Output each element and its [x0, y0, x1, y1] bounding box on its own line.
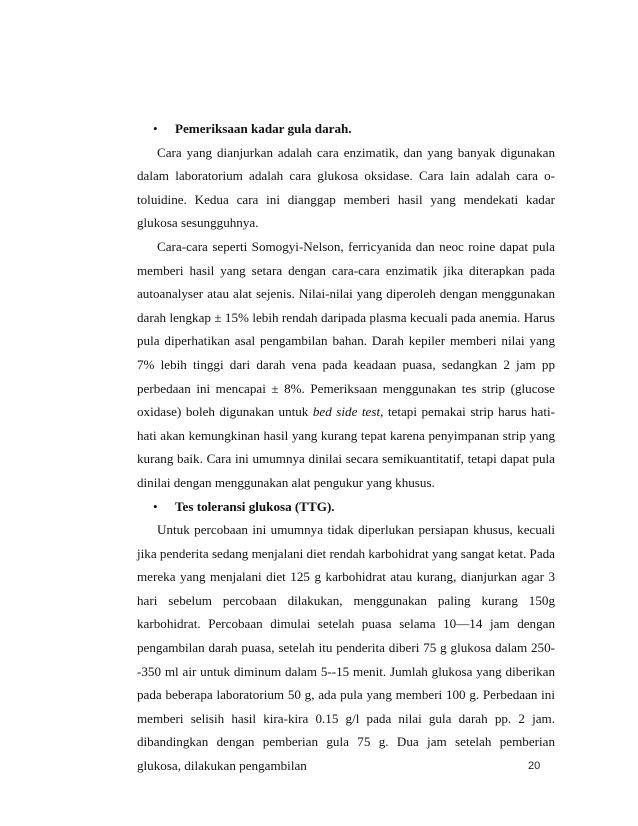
- italic-term-bed-side-test: bed side test,: [312, 404, 384, 420]
- paragraph-other-methods: [137, 235, 555, 495]
- paragraph-ttg-procedure: Untuk percobaan ini umumnya tidak diperlukan persiapan khusus, kecuali jika penderita sedang menjalani diet rendah karbohidrat yang sangat ketat. Pada mereka yang menjalani diet 125 g karbohidrat atau kurang, dianjurkan agar 3 hari sebelum percobaan dilakukan, menggunakan paling kurang 150g karbohidrat. Percobaan dimulai setelah puasa selama 10—14 jam dengan pengambilan darah puasa, setelah itu penderita diberi 75 g glukosa dalam 250--350 ml air untuk diminum dalam 5--15 menit. Jumlah glukosa yang diberikan pada beberapa laboratorium 50 g, ada pula yang memberi 100 g. Perbedaan ini memberi selisih hasil kira-kira 0.15 g/l pada nilai gula darah pp. 2 jam. dibandingkan dengan pemberian gula 75 g. Dua jam setelah pemberian glukosa, dilakukan pengambilan: [137, 522, 555, 774]
- bullet-icon: •: [153, 121, 158, 136]
- paragraph-enzymatic-method: Cara yang dianjurkan adalah cara enzimatik, dan yang banyak digunakan dalam laboratorium adalah cara glukosa oksidase. Cara lain adalah cara o-toluidine. Kedua cara ini dianggap memberi hasil yang mendekati kadar glukosa sesungguhnya.: [137, 144, 555, 231]
- section-heading-pemeriksaan: [137, 117, 555, 141]
- section-heading-text: Pemeriksaan kadar gula darah.: [175, 121, 352, 136]
- page-number: 20: [528, 760, 541, 772]
- paragraph-text: Cara-cara seperti Somogyi-Nelson, ferricyanida dan neoc roine dapat pula memberi hasil yang setara dengan cara-cara enzimatik jika diterapkan pada autoanalyser atau alat sejenis. Nilai-nilai yang diperoleh dengan menggunakan darah lengkap ± 15% lebih rendah daripada plasma kecuali pada anemia. Harus pula diperhatikan asal pengambilan bahan. Darah kepiler memberi nilai yang 7% lebih tinggi dari darah vena pada keadaan puasa, sedangkan 2 jam pp perbedaan ini mencapai ± 8%. Pemeriksaan menggunakan tes strip (glucose oxidase) boleh digunakan untuk: [137, 238, 555, 420]
- page-body: [137, 117, 555, 778]
- bullet-icon: •: [153, 498, 158, 514]
- section-heading-text: Tes toleransi glukosa (TTG).: [175, 498, 335, 514]
- section-heading-ttg: [137, 495, 555, 519]
- paragraph-text: tetapi pemakai strip harus hati-hati akan kemungkinan hasil yang kurang tepat karena penyimpanan strip yang kurang baik. Cara ini umumnya dinilai secara semikuantitatif, tetapi dapat pula dinilai dengan menggunakan alat pengukur yang khusus.: [137, 404, 555, 490]
